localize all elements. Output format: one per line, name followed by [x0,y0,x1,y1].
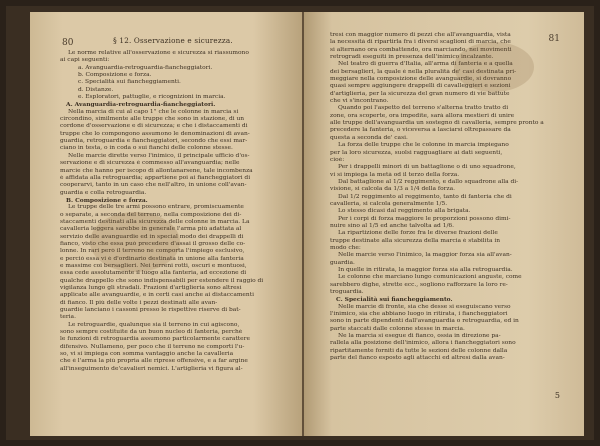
text-line: parte del fianco esposto agli attacchi ed altresì dalla avan- [330,355,505,362]
text-line: e perciò essa vi è d'ordinario destinata in unione alla fanteria [60,255,244,262]
text-line: l'inimico, sia che abbiano luogo in ritirata, i fiancheggiatori [330,311,508,318]
open-book [6,6,594,440]
section-heading: A. Avanguardia-retroguardia-fiancheggiatori. [66,101,216,109]
text-line: ripartitamente forniti da tutte le sezioni delle colonne dalla [330,347,508,354]
text-line: Ne la marcia si esegue di fianco, ossia in direzione pa- [338,333,501,340]
section-heading: B. Composizione e forza. [66,196,148,204]
text-line: dei bersaglieri, la quale è nella pluralità de' casi destinata pri- [330,68,517,75]
text-line: Dal battaglione al 1/2 reggimento, e dallo squadrone alla di- [338,178,519,185]
left-page [30,12,302,436]
text-line: Per i corpi di forza maggiore le proporzioni possono dimi- [338,215,511,222]
text-line: Per i drappelli minori di un battaglione o di uno squadrone, [338,164,516,171]
text-line: ciano in testa, o in coda o sui fianchi delle colonne stesse. [60,145,233,152]
text-line: e massime coi bersaglieri. Nei terreni rotti, oscuri e montuosi, [60,262,247,269]
text-line: vigilanza lungo gli stradali. Frazioni d'artiglieria sono altresì [60,285,242,291]
text-line: quasi sempre aggiungere drappelli di cavalleggieri e sezioni [330,83,511,90]
text-line: guardia, retroguardia e fiancheggiatori, secondo che essi mar- [60,138,248,145]
text-line: cioè: [330,156,345,163]
text-line: precedere la fanteria, o viceversa a lasciarsi oltrepassare da [330,127,511,134]
text-line: Dal 1/2 reggimento al reggimento, tanto di fanteria che di [338,193,512,200]
text-line: La ripartizione delle forze fra le diverse frazioni delle [338,230,498,237]
text-line: nuire sino al 1/5 ed anche talvolta ad 1/6. [330,222,455,229]
text-line: b. Composizione e forza. [78,72,152,79]
text-line: ai capi seguenti: [60,57,110,64]
text-line: per la loro sicurezza, suolsi ragguagliare ai dati seguenti, [330,149,503,156]
page-stain [90,212,180,272]
text-line: a. Avanguardia-retroguardia-fiancheggiatori. [78,64,213,71]
text-line: Lo stesso dicasi dal reggimento alla brigata. [338,208,471,215]
text-line: circondino, similmente alle truppe che sono in stazione, di un [60,116,245,123]
text-line: difensivo. Nullameno, per poco che il terreno ne comporti l'u- [60,343,245,350]
text-line: di fianco. Il più delle volte i pezzi destinati alle avan- [60,299,218,306]
text-line: Le norme relative all'osservazione e sicurezza si riassumono [68,50,249,56]
text-line: Nel teatro di guerra d'Italia, all'arma di fanteria e a quella [338,61,513,68]
text-line: servazione e di sicurezza è commesso all'avanguardia; nelle [60,160,240,167]
text-line: cordone d'osservazione e di sicurezza; e che i distaccamenti di [60,123,248,130]
text-line: fianco, visto che essa può precedere d'assai il grosso delle co- [60,240,246,247]
text-line: marcie che hanno per iscopo di allontanarsene, tale incombenza [60,167,253,174]
text-line: c. Specialità sui fiancheggiamenti. [78,79,181,86]
text-line: sono sempre costituite da un buon nucleo di fanteria, perchè [60,329,243,336]
text-line: all'inseguimento de'cavalieri nemici. L'artiglieria vi figura al- [60,365,243,372]
text-line: che vi s'incontrano. [330,98,389,105]
right-page-number: 81 [548,34,560,44]
text-line: visione, si calcola da 1/3 a 1/4 della forza. [330,186,455,193]
text-line: truppe destinate alla sicurezza della marcia è stabilita in [330,237,501,244]
text-line: le funzioni di retroguardia assumono particolarmente carattere [60,336,250,343]
text-line: la necessità di ripartirla fra i diversi scaglioni di marcia, che [330,39,511,46]
left-page-number: 80 [62,38,74,48]
text-line: teria. [60,314,76,321]
text-line: lonne. In rari però il terreno ne comporta l'impiego esclusivo, [60,248,245,255]
text-line: Quando poi l'aspetto del terreno s'alterna tratto tratto di [338,105,509,112]
text-line: qualche drappello che sono indispensabili per estendere il raggio di [60,277,264,284]
text-line: Le colonne che marciano lungo comunicazioni anguste, come [338,274,522,281]
text-line: questa a seconda de' casi. [330,134,408,141]
text-line: guardie lanciano i cassoni presso le rispettive riserve di bat- [60,307,241,314]
right-page [304,12,584,436]
text-line: essa cede assolutamente il luogo alla fanteria, ad eccezione di [60,270,247,277]
text-line: che è l'arma la più propria alle riprese offensive, e a far argine [60,358,248,365]
text-line: Le retroguardie, qualunque sia il terreno in cui agiscono, [68,321,240,328]
text-line: cavalleria, si calcola generalmente 1/5. [330,200,448,207]
text-line: Nelle marcie verso l'inimico, la maggior forza sia all'avan- [338,252,512,259]
text-line: In quelle in ritirata, la maggior forza sia alla retroguardia. [338,267,513,273]
text-line: guardia. [330,259,355,266]
text-line: sono in parte dipendenti dall'avanguardia o retroguardia, ed in [330,318,519,325]
text-line: d'artiglieria, per la sicurezza del gran numero di vie battute [330,90,510,97]
text-line: guardia e colla retroguardia. [60,189,147,196]
text-line: troguardia. [330,289,364,296]
left-page-text [60,50,286,373]
text-line: rallela alla posizione dell'inimico, allora i fiancheggiatori sono [330,340,516,347]
text-line: modo che: [330,244,361,251]
text-line: alle truppe dell'avanguardia un sostegno di cavalleria, sempre pronto a [330,120,544,127]
text-line: cooperarvi, tanto in un caso che nell'altro, in unione coll'avan- [60,182,247,189]
text-line: vi si impiega la metà od il terzo della forza. [330,171,460,178]
right-page-text [330,32,562,362]
text-line: parte staccati dalle colonne stesse in marcia. [330,325,465,332]
text-line: cavalleria leggera sarebbe in generale l'arma più adattata al [60,226,242,233]
text-line: so, vi si impiega con somma vantaggio anche la cavalleria [60,351,234,358]
text-line: è affidata alla retroguardia; appartiene poi ai fiancheggiatori di [60,174,251,181]
text-line: Le truppe delle tre armi possono entrare, promiscuamente [68,204,244,211]
text-line: si alternano ora combattendo, ora marciando, nei movimenti [330,46,512,53]
section-header: § 12. Osservazione e sicurezza. [113,36,233,45]
text-line: truppe che lo compongono assumono le denominazioni di avan- [60,130,250,137]
text-line: sarebbero dighe, strette ecc., sogliono rafforzare la loro re- [330,281,508,288]
text-line: applicate alle avanguardie, e in certi casi anche ai distaccamenti [60,292,254,299]
text-line: e. Esploratori, pattuglie, e ricognizioni in marcia. [78,94,226,101]
text-line: Nelle marcie di fronte, sia che desse si eseguiscano verso [338,303,511,310]
text-line: Nelle marcie dirette verso l'inimico, il principale ufficio d'os- [68,152,250,159]
text-line: Nella marcia di cui al capo 1° che le colonne in marcia si [68,108,239,115]
text-line: o separate, a seconda del terreno, nella composizione dei di- [60,211,242,218]
text-line: meggiare nella composizione delle avanguardie, si dovranno [330,76,512,83]
text-line: zone, ora scoperte, ora impedite, sarà allora mestieri di unire [330,112,515,119]
text-line: staccamenti destinati alla sicurezza delle colonne in marcia. La [60,218,250,225]
signature-mark: 5 [554,391,560,400]
section-heading: C. Specialità sui fiancheggiamento. [336,296,453,304]
text-line: retrogradi eseguiti in presenza dell'inimico incalzante. [330,54,494,61]
text-line: servizio delle avanguardie ed in special modo dei drappelli di [60,233,244,240]
page-stain [454,42,534,92]
text-line: tresì con maggior numero di pezzi che all'avanguardia, vista [330,32,511,38]
text-line: La forza delle truppe che le colonne in marcia impiegano [338,142,509,149]
text-line: d. Distanze. [78,86,114,93]
